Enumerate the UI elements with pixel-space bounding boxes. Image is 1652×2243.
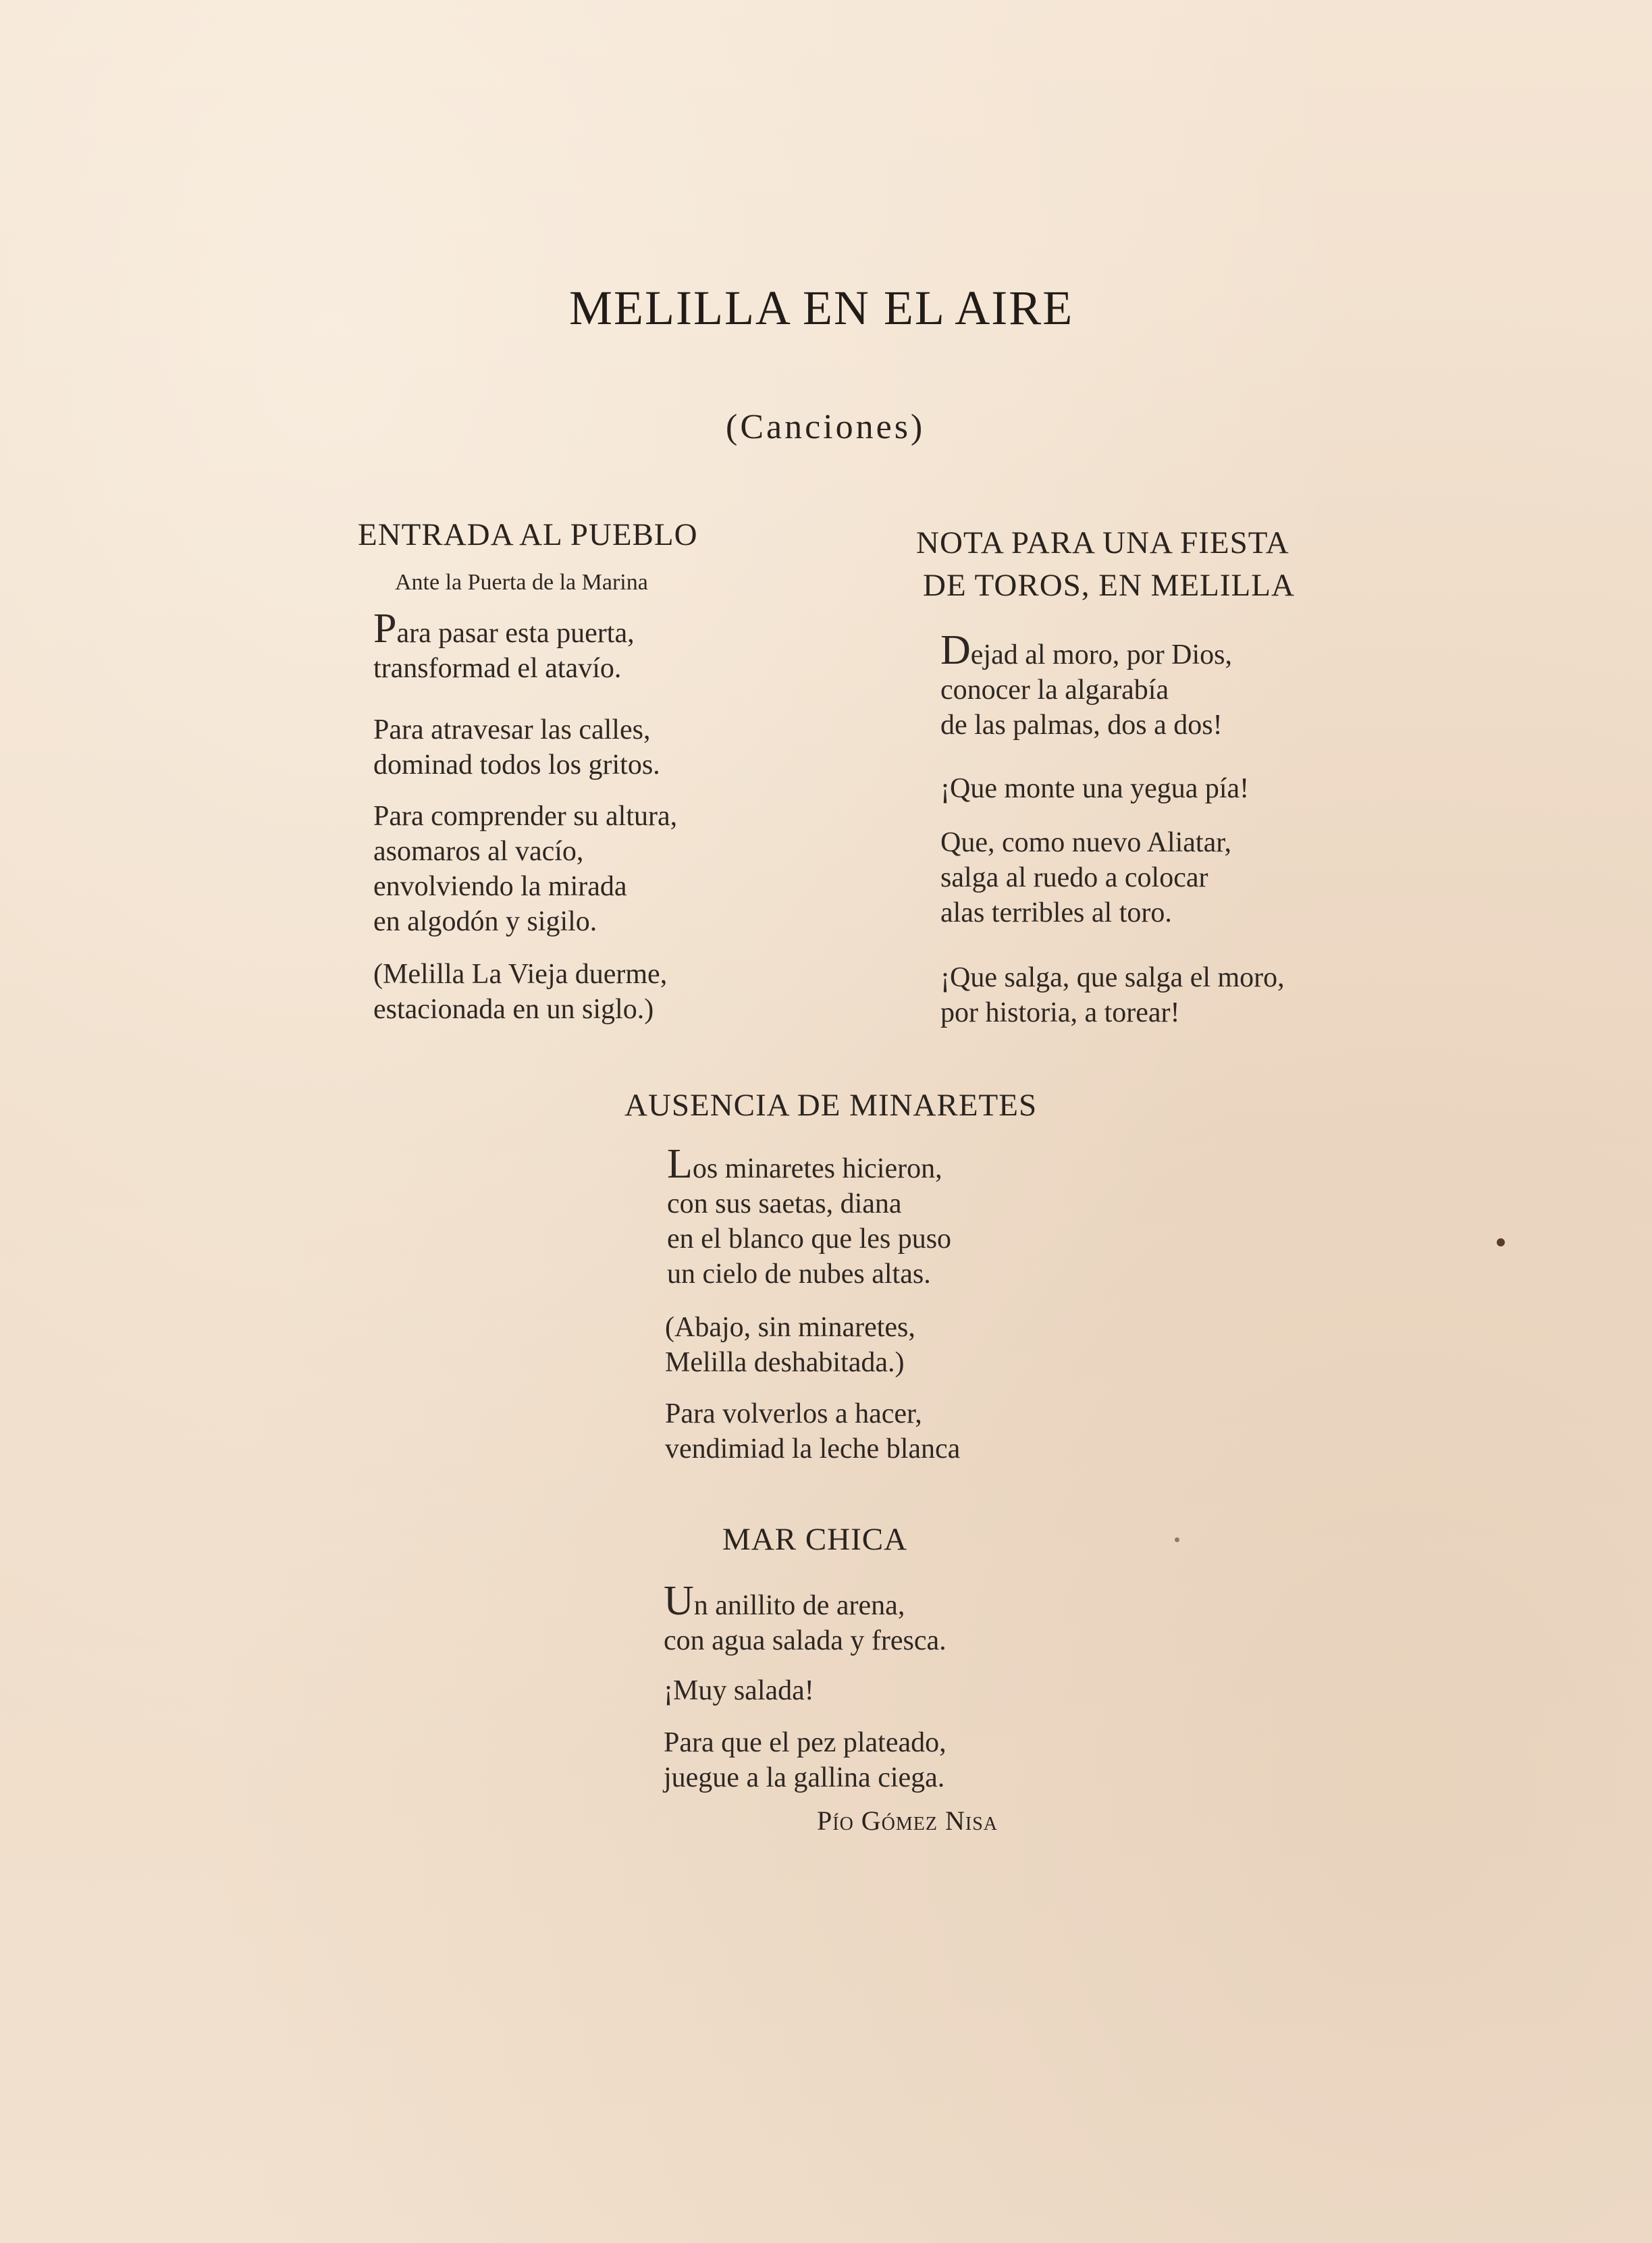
poem-line: asomaros al vacío, <box>373 836 584 867</box>
poem-stanza <box>665 1310 915 1380</box>
poem-stanza <box>373 957 667 1027</box>
poem-line: (Abajo, sin minaretes, <box>665 1312 915 1343</box>
poem-line: Un anillito de arena, <box>664 1578 905 1624</box>
poem-stanza <box>373 712 660 783</box>
paper-spot <box>1175 1537 1179 1542</box>
drop-cap: D <box>940 627 971 673</box>
poem-stanza <box>940 627 1233 743</box>
paper-spot <box>1497 1238 1505 1246</box>
poem-line: en algodón y sigilo. <box>373 906 597 937</box>
poem-line: Para atravesar las calles, <box>373 714 651 745</box>
drop-cap: L <box>667 1141 693 1187</box>
poem-line: en el blanco que les puso <box>667 1223 952 1255</box>
poem-line: salga al ruedo a colocar <box>940 862 1208 893</box>
poem-line: un cielo de nubes altas. <box>667 1259 931 1290</box>
drop-cap: P <box>373 606 397 652</box>
poem-line: con agua salada y fresca. <box>664 1625 947 1656</box>
poem-line: con sus saetas, diana <box>667 1188 902 1219</box>
poem-line: Melilla deshabitada.) <box>665 1347 905 1378</box>
poem-line: de las palmas, dos a dos! <box>940 710 1223 741</box>
poem-line: por historia, a torear! <box>940 997 1180 1028</box>
poem-line: Que, como nuevo Aliatar, <box>940 827 1232 858</box>
poem-line: Para comprender su altura, <box>373 801 678 832</box>
poem-stanza <box>664 1725 947 1795</box>
poem-line: Los minaretes hicieron, <box>667 1141 942 1187</box>
page-subtitle: (Canciones) <box>726 408 926 446</box>
poem-line: juegue a la gallina ciega. <box>664 1762 945 1793</box>
poem-line: alas terribles al toro. <box>940 897 1172 928</box>
poem-line: Para pasar esta puerta, <box>373 606 635 652</box>
poem-line: conocer la algarabía <box>940 675 1169 706</box>
poem-stanza <box>373 799 677 939</box>
poem-line: Para volverlos a hacer, <box>665 1398 922 1429</box>
poem-heading-marchica: MAR CHICA <box>722 1522 908 1557</box>
poem-stanza <box>664 1578 947 1658</box>
poem-heading-entrada: ENTRADA AL PUEBLO <box>358 517 698 552</box>
poem-line: vendimiad la leche blanca <box>665 1433 961 1464</box>
poem-stanza <box>940 771 1249 806</box>
poem-stanza <box>940 960 1285 1030</box>
poem-stanza <box>665 1396 960 1467</box>
poem-heading-ausencia: AUSENCIA DE MINARETES <box>624 1088 1038 1123</box>
poem-stanza <box>940 825 1231 930</box>
poem-line: ¡Que monte una yegua pía! <box>940 773 1250 804</box>
poem-line: envolviendo la mirada <box>373 871 627 902</box>
poem-line: estacionada en un siglo.) <box>373 994 654 1025</box>
poem-dedication: Ante la Puerta de la Marina <box>395 570 648 595</box>
poem-heading-nota-line2: DE TOROS, EN MELILLA <box>923 568 1295 603</box>
poem-stanza <box>373 606 635 686</box>
poem-line: dominad todos los gritos. <box>373 749 660 781</box>
poem-line: ¡Muy salada! <box>664 1675 814 1706</box>
author-signature: Pío Gómez Nisa <box>817 1805 998 1836</box>
poem-heading-nota-line1: NOTA PARA UNA FIESTA <box>916 525 1289 560</box>
drop-cap: U <box>664 1578 694 1624</box>
poem-line: Dejad al moro, por Dios, <box>940 627 1233 673</box>
poem-line: transformad el atavío. <box>373 653 622 684</box>
poem-stanza <box>664 1673 814 1708</box>
page-title: MELILLA EN EL AIRE <box>569 281 1074 335</box>
poem-stanza <box>667 1141 952 1292</box>
poem-line: (Melilla La Vieja duerme, <box>373 959 668 990</box>
poem-line: ¡Que salga, que salga el moro, <box>940 962 1285 993</box>
poem-line: Para que el pez plateado, <box>664 1727 947 1758</box>
